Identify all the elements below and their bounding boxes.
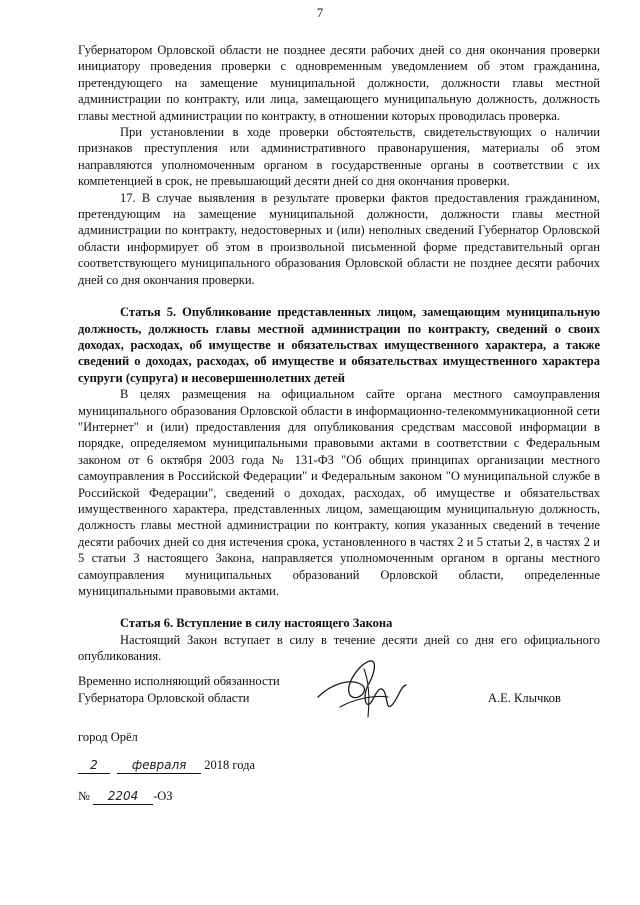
paragraph-continuation: Губернатором Орловской области не позднее десяти рабочих дней со дня окончания проверки инициатору проведения проверки с одновременным уведомлением об этом гражданина, претендующего на замещение муниципальной должности, должности главы местной администрации по контракту, или лица, замещающего муниципальную должность, должность главы местной администрации по контракту, в отношении которых проводилась проверка.: [78, 43, 600, 123]
signature-block: [78, 673, 600, 707]
signing-date: [78, 758, 255, 774]
page-number: 7: [316, 6, 324, 20]
paragraph-criminal-signs: При установлении в ходе проверки обстоятельств, свидетельствующих о наличии признаков преступления или административного правонарушения, материалы об этом направляются уполномоченным органом в государственные органы в соответствии с их компетенцией в срок, не превышающий десяти дней со дня окончания проверки.: [78, 125, 600, 189]
signatory-title-line2: Губернатора Орловской области: [78, 691, 250, 705]
article-5-text: В целях размещения на официальном сайте органа местного самоуправления муниципального образования Орловской области в информационно-телекоммуникационной сети "Интернет" и (или) предоставления для опубликования средствам массовой информации в порядке, определяемом муниципальными правовыми актами в соответствии с Федеральным законом от 6 октября 2003 года № 131-ФЗ "Об общих принципах организации местного самоуправления в Российской Федерации" и Федеральным законом "О муниципальной службе в Российской Федерации", сведений о доходах, расходах, об имуществе и обязательствах имущественного характера, представленных лицом, замещающим муниципальную должность, должность главы местной администрации по контракту, копия указанных сведений в течение десяти рабочих дней со дня истечения срока, установленного в частях 2 и 5 статьи 2, в частях 2 и 5 статьи 3 настоящего Закона, направляется уполномоченным органом в органы местного самоуправления муниципальных образований Орловской области, определенные муниципальными правовыми актами.: [78, 387, 600, 598]
signatory-title-line1: Временно исполняющий обязанности: [78, 674, 280, 688]
article-6-text: Настоящий Закон вступает в силу в течение десяти дней со дня его официального опубликования.: [78, 632, 600, 664]
article-5-heading: Статья 5. Опубликование представленных лицом, замещающим муниципальную должность, должность главы местной администрации по контракту, сведений о своих доходах, расходах, об имуществе и обязательствах имущественного характера, а также сведений о доходах, расходах, об имуществе и обязательствах имущественного характера супруги (супруга) и несовершеннолетних детей: [78, 305, 600, 385]
article-6-heading: Статья 6. Вступление в силу настоящего Закона: [120, 616, 393, 631]
date-day: 2: [90, 758, 98, 772]
paragraph-item-17: 17. В случае выявления в результате проверки фактов предоставления гражданином, претендующим на замещение муниципальной должности, должности главы местной администрации по контракту, недостоверных и (или) неполных сведений Губернатор Орловской области информирует об этом в произвольной письменной форме представительный орган соответствующего муниципального образования Орловской области не позднее десяти рабочих дней со дня окончания проверки.: [78, 190, 600, 287]
number-prefix: №: [78, 789, 90, 803]
number-suffix: -ОЗ: [153, 789, 173, 803]
document-body: [78, 42, 600, 665]
number-value: 2204: [107, 789, 139, 803]
law-number: [78, 789, 173, 805]
date-year: 2018 года: [204, 758, 255, 772]
date-month: февраля: [131, 758, 187, 772]
signatory-name: А.Е. Клычков: [488, 691, 561, 705]
city: город Орёл: [78, 730, 138, 744]
handwritten-signature-icon: [310, 655, 420, 725]
